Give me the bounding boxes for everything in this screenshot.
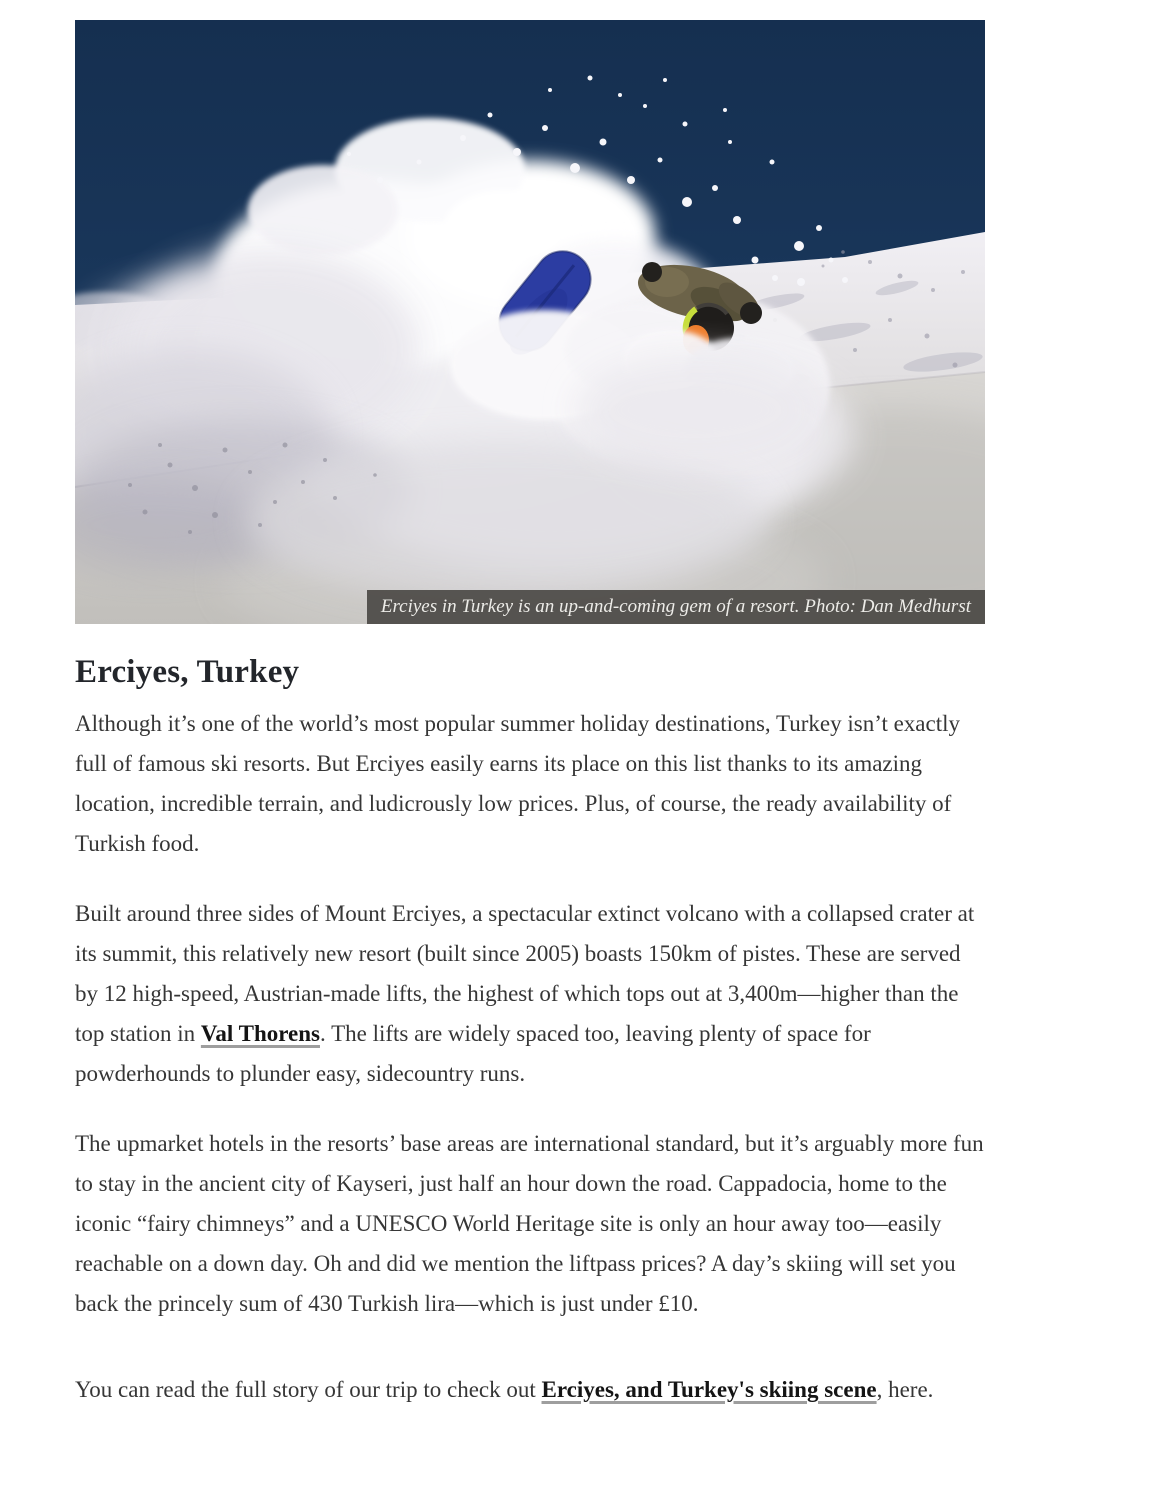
text-run: Although it’s one of the world’s most popular summer holiday destinations, Turkey isn’t exactly full of famous ski resorts. But Erciyes easily earns its place on this list thanks to its amazing location, incredible terrain, and ludicrously low prices. Plus, of course, the ready availability of Turkish food. bbox=[75, 711, 961, 857]
section-heading: Erciyes, Turkey bbox=[75, 654, 300, 690]
paragraph bbox=[75, 1124, 985, 1324]
powder-puff bbox=[445, 190, 565, 260]
article-photo bbox=[75, 20, 985, 624]
photo-illustration bbox=[75, 20, 985, 624]
paragraph bbox=[75, 1370, 985, 1410]
text-run: . The lifts are widely spaced too, leaving plenty of space for powderhounds to plunder easy, sidecountry runs. bbox=[75, 1021, 871, 1087]
article-body bbox=[75, 704, 985, 1410]
photo-caption: Erciyes in Turkey is an up-and-coming gem of a resort. Photo: Dan Medhurst bbox=[367, 590, 985, 624]
text-run: You can read the full story of our trip to check out bbox=[75, 1377, 542, 1403]
inline-link[interactable]: Erciyes, and Turkey's skiing scene bbox=[541, 1377, 877, 1403]
inline-link[interactable]: Val Thorens bbox=[200, 1021, 320, 1047]
paragraph bbox=[75, 894, 985, 1094]
article-column bbox=[75, 0, 985, 1410]
text-run: Built around three sides of Mount Erciyes, a spectacular extinct volcano with a collapsed crater at its summit, this relatively new resort (built since 2005) boasts 150km of pistes. These are served by 12 high-speed, Austrian-made lifts, the highest of which tops out at 3,400m—higher than the top station in bbox=[75, 901, 975, 1047]
text-run: The upmarket hotels in the resorts’ base areas are international standard, but it’s arguably more fun to stay in the ancient city of Kayseri, just half an hour down the road. Cappadocia, home to the iconic “fairy chimneys” and a UNESCO World Heritage site is only an hour away too—easily reachable on a down day. Oh and did we mention the liftpass prices? A day’s skiing will set you back the princely sum of 430 Turkish lira—which is just under £10. bbox=[75, 1131, 984, 1317]
paragraph bbox=[75, 704, 985, 864]
text-run: , here. bbox=[876, 1377, 934, 1403]
